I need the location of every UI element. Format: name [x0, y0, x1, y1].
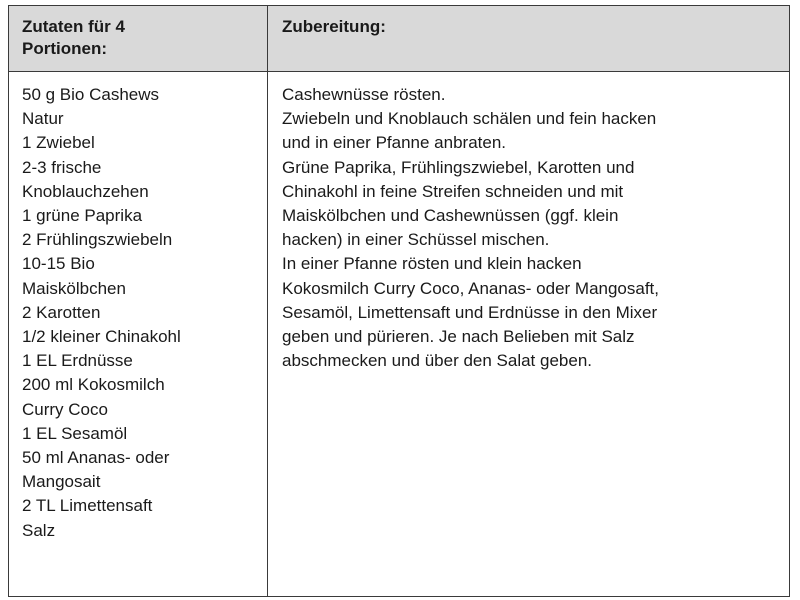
ingredient-line: 2 TL Limettensaft	[22, 496, 153, 516]
ingredient-line: 2 Karotten	[22, 302, 101, 322]
column-divider	[267, 6, 268, 596]
ingredient-line: Natur	[22, 109, 64, 129]
ingredient-line: 1 EL Erdnüsse	[22, 351, 133, 371]
preparation-line: Zwiebeln und Knoblauch schälen und fein hacken	[282, 109, 657, 129]
ingredient-line: 2 Frühlingszwiebeln	[22, 230, 173, 250]
ingredient-line: 200 ml Kokosmilch	[22, 375, 165, 395]
ingredient-line: Salz	[22, 520, 56, 540]
ingredient-line: Maiskölbchen	[22, 278, 126, 298]
preparation-line: Chinakohl in feine Streifen schneiden und mit	[282, 181, 624, 201]
preparation-line: und in einer Pfanne anbraten.	[282, 133, 507, 153]
ingredient-line: 50 g Bio Cashews	[22, 85, 160, 104]
ingredient-line: 50 ml Ananas- oder	[22, 448, 170, 468]
preparation-line: Grüne Paprika, Frühlingszwiebel, Karotten und	[282, 157, 635, 177]
ingredient-line: Knoblauchzehen	[22, 181, 149, 201]
ingredient-line: 1 grüne Paprika	[22, 206, 143, 226]
preparation-line: abschmecken und über den Salat geben.	[282, 351, 593, 371]
preparation-line: hacken) in einer Schüssel mischen.	[282, 230, 550, 250]
header-ingredients-line-1: Zutaten für 4	[22, 17, 125, 36]
ingredient-line: 1/2 kleiner Chinakohl	[22, 327, 181, 347]
preparation-line: Maiskölbchen und Cashewnüssen (ggf. klein	[282, 206, 619, 226]
preparation-line: geben und pürieren. Je nach Belieben mit Salz	[282, 327, 635, 347]
ingredient-line: Mangosait	[22, 472, 101, 492]
recipe-table	[8, 5, 790, 597]
table-header-row	[9, 6, 789, 72]
ingredient-line: 1 Zwiebel	[22, 133, 95, 153]
header-ingredients-line-2: Portionen:	[22, 39, 107, 58]
preparation-line: In einer Pfanne rösten und klein hacken	[282, 254, 582, 274]
ingredient-line: 2-3 frische	[22, 157, 102, 177]
preparation-line: Cashewnüsse rösten.	[282, 85, 446, 104]
ingredient-list	[22, 83, 258, 543]
preparation-steps	[282, 83, 782, 373]
header-preparation: Zubereitung:	[282, 17, 386, 36]
ingredient-line: 1 EL Sesamöl	[22, 423, 128, 443]
preparation-line: Sesamöl, Limettensaft und Erdnüsse in den Mixer	[282, 302, 658, 322]
header-ingredients	[22, 16, 242, 60]
ingredient-line: Curry Coco	[22, 399, 108, 419]
ingredient-line: 10-15 Bio	[22, 254, 95, 274]
preparation-line: Kokosmilch Curry Coco, Ananas- oder Mangosaft,	[282, 278, 660, 298]
